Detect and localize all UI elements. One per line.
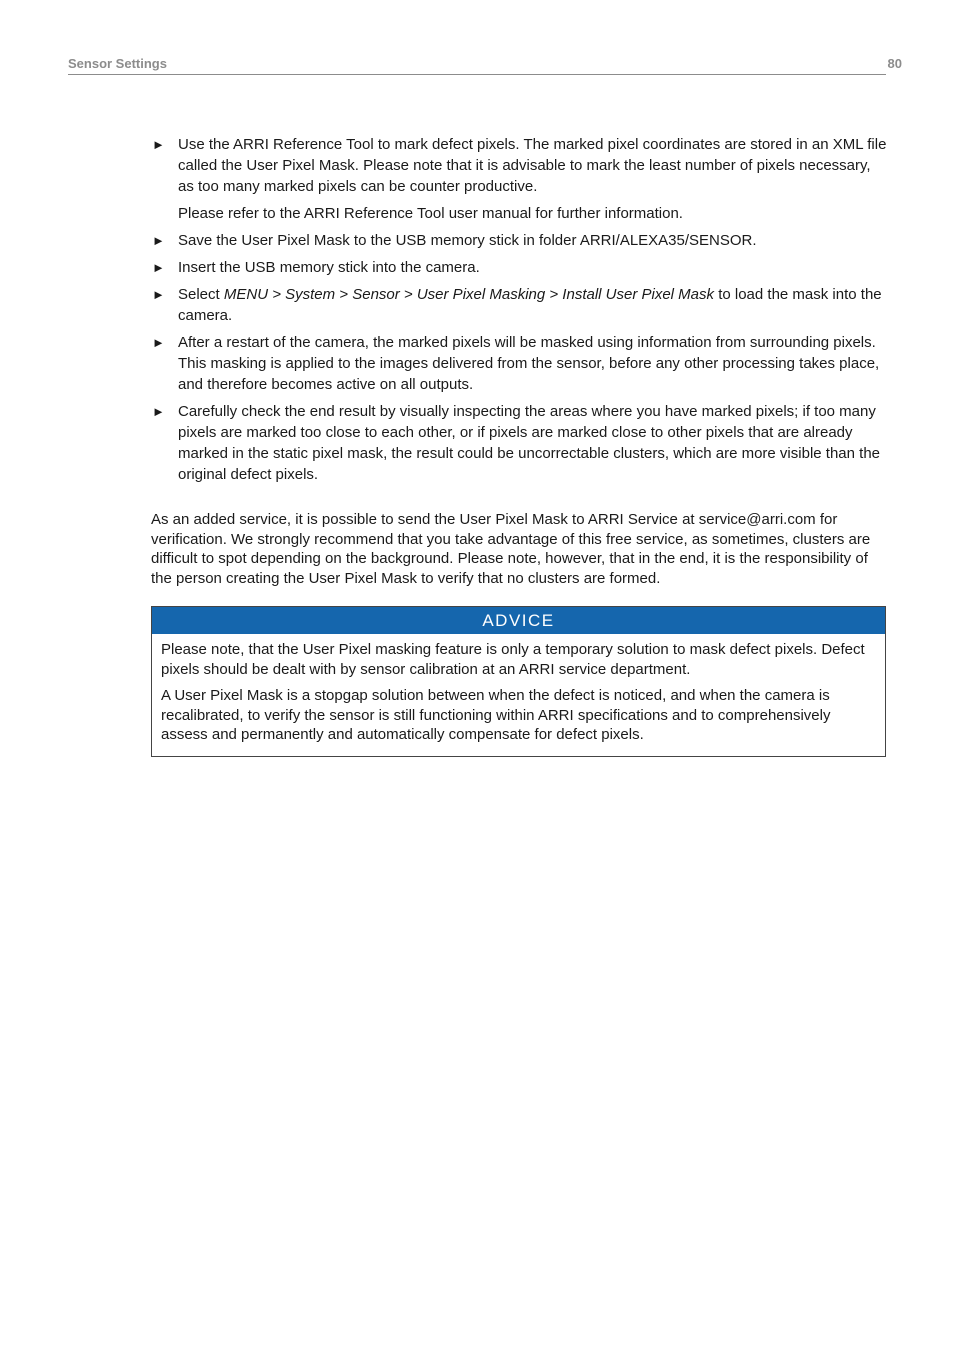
list-item bbox=[151, 257, 887, 278]
bullet-arrow-icon: ► bbox=[152, 137, 165, 152]
page-content bbox=[151, 134, 887, 757]
list-item bbox=[151, 332, 887, 395]
step-note: Please refer to the ARRI Reference Tool user manual for further information. bbox=[178, 205, 683, 222]
service-paragraph: As an added service, it is possible to send the User Pixel Mask to ARRI Service at service@arri.com for verification. We strongly recommend that you take advantage of this free service, as sometimes, clusters are difficult to spot depending on the background. Please note, however, that in the end, it is the responsibility of the person creating the User Pixel Mask to verify that no clusters are formed. bbox=[151, 511, 871, 587]
list-item bbox=[151, 401, 887, 485]
advice-box bbox=[151, 606, 886, 757]
advice-body bbox=[152, 634, 885, 756]
advice-title: ADVICE bbox=[152, 607, 885, 634]
menu-path: MENU > System > Sensor > User Pixel Masking > Install User Pixel Mask bbox=[223, 286, 715, 303]
bullet-arrow-icon: ► bbox=[152, 287, 165, 302]
step-text: After a restart of the camera, the marked pixels will be masked using information from surrounding pixels. This masking is applied to the images delivered from the sensor, before any other processing takes place, and therefore becomes active on all outputs. bbox=[178, 334, 880, 393]
step-suffix: to load the mask into the camera. bbox=[178, 286, 882, 324]
header-divider bbox=[68, 74, 886, 75]
step-text: Insert the USB memory stick into the camera. bbox=[178, 259, 480, 276]
step-text: Carefully check the end result by visually inspecting the areas where you have marked pixels; if too many pixels are marked too close to each other, or if pixels are marked close to other pixels that are already marked in the static pixel mask, the result could be uncorrectable clusters, which are more visible than the original defect pixels. bbox=[178, 403, 880, 483]
step-text bbox=[178, 284, 887, 326]
list-item bbox=[151, 134, 887, 224]
page-number: 80 bbox=[887, 56, 902, 71]
bullet-arrow-icon: ► bbox=[152, 260, 165, 275]
page-header bbox=[68, 56, 902, 74]
advice-paragraph: A User Pixel Mask is a stopgap solution between when the defect is noticed, and when the camera is recalibrated, to verify the sensor is still functioning within ARRI specifications and to comprehensively assess and permanently and automatically compensate for defect pixels. bbox=[161, 687, 831, 743]
step-text: Use the ARRI Reference Tool to mark defect pixels. The marked pixel coordinates are stored in an XML file called the User Pixel Mask. Please note that it is advisable to mark the least number of pixels necessary, as too many marked pixels can be counter productive. bbox=[178, 136, 887, 195]
step-prefix: Select bbox=[178, 286, 224, 303]
instruction-list bbox=[151, 134, 887, 485]
step-text: Save the User Pixel Mask to the USB memory stick in folder ARRI/ALEXA35/SENSOR. bbox=[178, 232, 757, 249]
list-item bbox=[151, 230, 887, 251]
bullet-arrow-icon: ► bbox=[152, 233, 165, 248]
section-title: Sensor Settings bbox=[68, 56, 167, 71]
bullet-arrow-icon: ► bbox=[152, 335, 165, 350]
bullet-arrow-icon: ► bbox=[152, 404, 165, 419]
advice-paragraph: Please note, that the User Pixel masking feature is only a temporary solution to mask defect pixels. Defect pixels should be dealt with by sensor calibration at an ARRI service department. bbox=[161, 641, 865, 678]
list-item bbox=[151, 284, 887, 326]
